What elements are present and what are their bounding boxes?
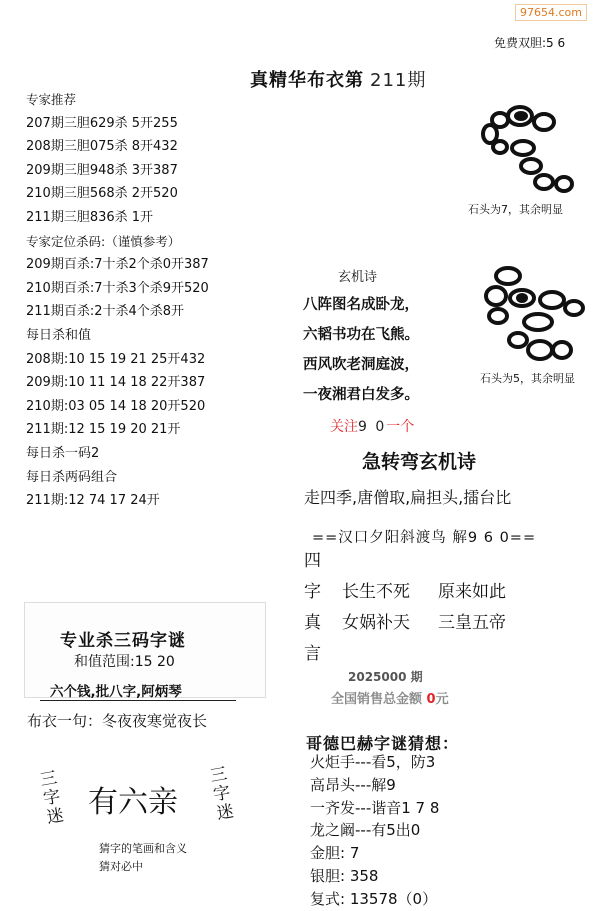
stone-caption-1: 石头为7，其余明显 (468, 203, 563, 216)
issue-number: 2025000 期 (348, 670, 423, 684)
expert-row: 210期三胆568杀 2开520 (26, 186, 178, 202)
row-char: 言 (304, 644, 321, 664)
goldbach-row: 高昂头---解9 (310, 775, 396, 794)
sum-range: 和值范围:15 20 (74, 654, 175, 670)
poem (303, 290, 419, 410)
daily-kill-one: 每日杀一码2 (26, 445, 100, 461)
expert-row: 208期三胆075杀 8开432 (26, 139, 178, 155)
daily-sum-row: 209期:10 11 14 18 22开387 (26, 375, 206, 391)
daily-sum-heading: 每日杀和值 (26, 327, 92, 343)
row-char: 字 (304, 582, 321, 602)
four-char-row (304, 608, 506, 639)
left-column (26, 88, 209, 513)
page-title-text: 真精华布衣第 (250, 70, 364, 91)
expert-row: 207期三胆629杀 5开255 (26, 115, 178, 131)
follow-line (330, 416, 414, 436)
vertical-label-right: 三字迷 (208, 763, 236, 825)
sales-total (331, 688, 449, 707)
turn-line: 走四季,唐僧取,扁担头,擂台比 (304, 488, 512, 507)
goldbach-row: 龙之阚---有5出0 (310, 821, 421, 840)
riddle-hint-2: 猜对必中 (99, 860, 143, 873)
position-kill-heading: 专家定位杀码:（谨慎参考） (26, 233, 181, 249)
page-title (250, 66, 426, 92)
page-title-issue: 211期 (370, 70, 427, 91)
row-char: 真 (304, 613, 321, 633)
follow-prefix: 关注 (330, 419, 358, 435)
four-char-row (304, 577, 506, 608)
row-phrase-a: 女娲补天 (342, 613, 410, 633)
poem-line: 六韬书功在飞熊。 (303, 327, 419, 343)
sales-value: 0 (426, 692, 436, 707)
row-phrase-b: 三皇五帝 (438, 613, 506, 633)
expert-row: 211期三胆836杀 1开 (26, 209, 154, 225)
goldbach-row: 复式: 13578（0） (310, 889, 438, 908)
row-phrase-b: 原来如此 (438, 582, 506, 602)
daily-kill-two-row: 211期:12 74 17 24开 (26, 493, 160, 509)
goldbach-row: 火炬手---看5，防3 (310, 753, 436, 771)
free-pair-note: 免费双胆:5 6 (494, 36, 566, 50)
turn-heading: 急转弯玄机诗 (362, 451, 477, 473)
site-logo: 97654.com (515, 4, 587, 21)
poem-heading: 玄机诗 (338, 270, 378, 285)
row-char: 四 (304, 551, 321, 571)
daily-kill-two-heading: 每日杀两码组合 (26, 469, 118, 485)
daily-sum-row: 211期:12 15 19 20 21开 (26, 422, 181, 438)
row-phrase-a: 长生不死 (342, 582, 410, 602)
four-char-row (304, 546, 506, 577)
position-kill-row: 211期百杀:2十杀4个杀8开 (26, 304, 185, 320)
position-kill-row: 209期百杀:7十杀2个杀0开387 (26, 257, 209, 273)
expert-row: 209期三胆948杀 3开387 (26, 162, 178, 178)
goldbach-row: 金胆: 7 (310, 844, 360, 863)
poem-line: 八阵图名成卧龙， (303, 297, 419, 313)
follow-code: 9 0 (358, 419, 387, 435)
goldbach-heading: 哥德巴赫字谜猜想： (306, 734, 460, 753)
riddle-word: 有六亲 (88, 785, 178, 820)
turn-code: ==汉口夕阳斜渡鸟 解9 6 0== (312, 530, 537, 546)
daily-sum-row: 210期:03 05 14 18 20开520 (26, 398, 206, 414)
stone-caption-2: 石头为5，其余明显 (480, 372, 575, 385)
vertical-label-left: 三字迷 (38, 767, 66, 829)
goldbach-row: 一齐发---谐音1 7 8 (310, 798, 440, 817)
divider (40, 700, 236, 701)
daily-sum-row: 208期:10 15 19 21 25开432 (26, 351, 206, 367)
buyi-sentence: 布衣一句：冬夜夜寒觉夜长 (27, 712, 208, 730)
poem-line: 西风吹老洞庭波， (303, 357, 419, 373)
goldbach-row: 银胆: 358 (310, 866, 379, 885)
follow-suffix: 一个 (386, 419, 415, 435)
riddle-title: 专业杀三码字谜 (60, 631, 186, 651)
four-char-rows (304, 546, 506, 670)
four-char-row (304, 639, 506, 670)
goldbach-list (310, 751, 439, 911)
sales-unit: 元 (435, 692, 449, 707)
poem-line: 一夜湘君白发多。 (303, 387, 419, 403)
expert-heading: 专家推荐 (26, 92, 77, 107)
position-kill-row: 210期百杀:7十杀3个杀9开520 (26, 280, 209, 296)
stone-illustration-2 (478, 266, 588, 370)
sales-label: 全国销售总金额 (331, 692, 423, 707)
stone-illustration-1 (478, 104, 588, 196)
riddle-hint-1: 猜字的笔画和含义 (99, 842, 187, 855)
riddle-clue: 六个钱,批八字,阿炳琴 (50, 684, 182, 700)
